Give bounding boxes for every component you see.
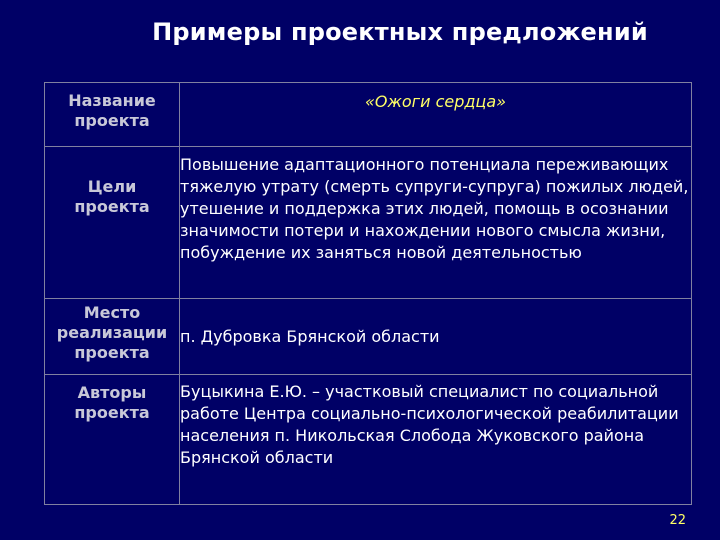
row-value-authors [180,375,692,505]
row-label-name [45,83,180,147]
row-label-goals [45,147,180,299]
row-value-text: «Ожоги сердца» [365,92,506,111]
row-label-text: Цели проекта [74,177,150,216]
table-row [45,375,692,505]
slide-title: Примеры проектных предложений [152,18,648,46]
row-value-place [180,299,692,375]
row-label-text: Название проекта [68,91,156,130]
table-row [45,83,692,147]
row-value-text: Буцыкина Е.Ю. – участковый специалист по социальной работе Центра социально-психологической реабилитации населения п. Никольская Слобода Жуковского района Брянской области [180,382,679,467]
row-label-text: Место реализации проекта [56,303,168,362]
row-value-goals [180,147,692,299]
row-label-authors [45,375,180,505]
table-row [45,147,692,299]
project-table [44,82,692,505]
row-label-text: Авторы проекта [74,383,150,422]
row-value-text: п. Дубровка Брянской области [180,326,440,346]
page-number: 22 [669,513,686,528]
table-row [45,299,692,375]
row-label-place [45,299,180,375]
row-value-name [180,83,692,147]
row-value-text: Повышение адаптационного потенциала переживающих тяжелую утрату (смерть супруги-супруга) пожилых людей, утешение и поддержка этих людей, помощь в осознании значимости потери и нахождении нового смысла жизни, побуждение их заняться новой деятельностью [180,155,689,262]
